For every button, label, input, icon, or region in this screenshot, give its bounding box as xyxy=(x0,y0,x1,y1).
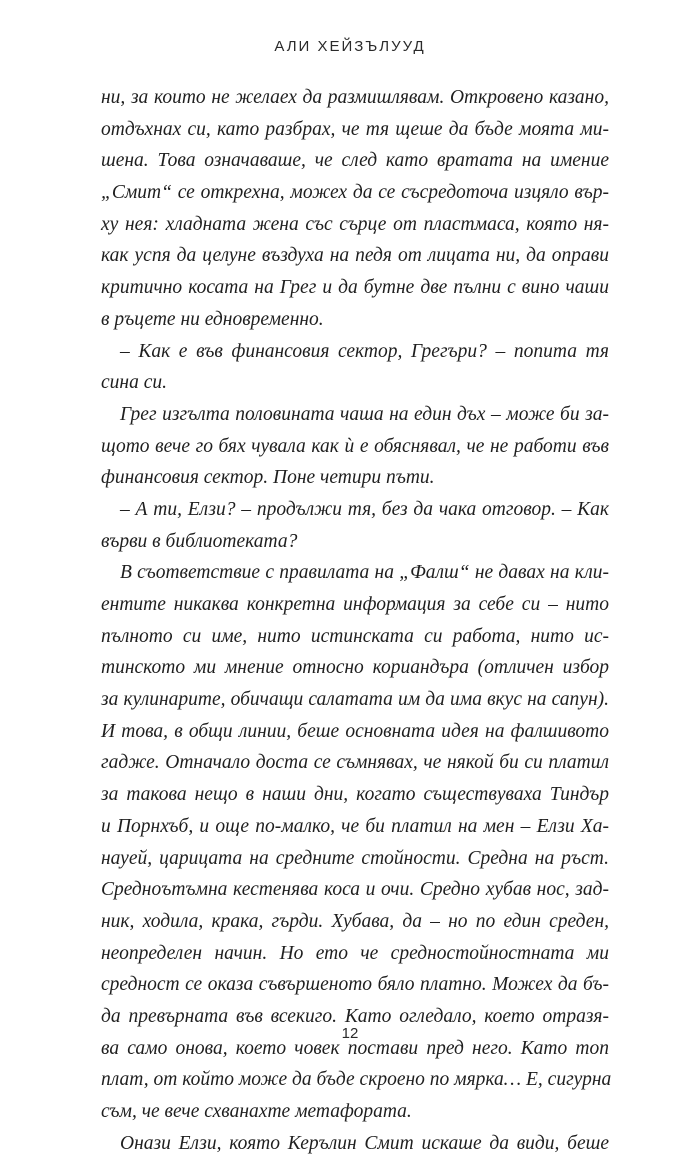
text-line: ва само онова, което човек постави пред него. Като топ xyxy=(101,1037,609,1059)
text-line: Онази Елзи, която Керълин Смит искаше да види, беше xyxy=(120,1132,609,1154)
running-head: АЛИ ХЕЙЗЪЛУУД xyxy=(274,38,426,55)
text-line: средност се оказа съвършеното бяло платно. Можех да бъ- xyxy=(101,974,609,996)
text-line: плат, от който може да бъде скроено по мярка… Е, сигурна xyxy=(101,1069,612,1091)
text-line: пълното си име, нито истинската си работа, нито ис- xyxy=(101,625,609,647)
text-line: сина си. xyxy=(101,372,167,394)
text-line: И това, в общи линии, беше основната идея на фалшивото xyxy=(101,720,609,742)
text-line: да превърната във всекиго. Като огледало, което отразя- xyxy=(101,1005,609,1027)
text-line: „Смит“ се открехна, можех да се съсредоточа изцяло вър- xyxy=(101,182,609,204)
text-line: за такова нещо в наши дни, когато съществуваха Тиндър xyxy=(101,784,609,806)
text-line: неопределен начин. Но ето че средностойностната ми xyxy=(101,942,609,964)
text-line: ни, за които не желаех да размишлявам. Откровено казано, xyxy=(101,87,609,108)
text-line: ник, ходила, крака, гърди. Хубава, да – но по един среден, xyxy=(101,910,609,932)
text-line: В съответствие с правилата на „Фалш“ не давах на кли- xyxy=(120,562,609,584)
text-line: шена. Това означаваше, че след като вратата на имение xyxy=(101,150,609,172)
text-line: тинското ми мнение относно кориандъра (отличен избор xyxy=(101,657,609,679)
text-line: критично косата на Грег и да бутне две пълни с вино чаши xyxy=(101,277,609,299)
text-line: финансовия сектор. Поне четири пъти. xyxy=(101,467,435,489)
text-line: как успя да целуне въздуха на педя от лицата ни, да оправи xyxy=(101,245,609,267)
body-text xyxy=(101,82,612,1159)
text-line: ентите никаква конкретна информация за себе си – нито xyxy=(101,594,609,615)
text-line: Средноътъмна кестенява коса и очи. Средно хубав нос, зад- xyxy=(101,879,609,901)
text-line: за кулинарите, обичащи салатата им да има вкус на сапун). xyxy=(101,689,609,711)
text-line: Грег изгълта половината чаша на един дъх – може би за- xyxy=(120,403,609,425)
text-line: и Порнхъб, и още по-малко, че би платил на мен – Елзи Ха- xyxy=(101,815,609,837)
text-line: ху нея: хладната жена със сърце от пластмаса, която ня- xyxy=(101,213,609,235)
text-line: гадже. Отначало доста се съмнявах, че някой би си платил xyxy=(101,752,609,774)
text-line: в ръцете ни едновременно. xyxy=(101,308,324,330)
text-line: съм, че вече схванахте метафората. xyxy=(101,1101,412,1122)
text-line: – А ти, Елзи? – продължи тя, без да чака отговор. – Как xyxy=(120,498,609,520)
text-line: върви в библиотеката? xyxy=(101,530,298,552)
page-number: 12 xyxy=(341,1025,359,1042)
text-line: щото вече го бях чувала как ѝ е обяснявал, че не работи във xyxy=(101,435,609,457)
text-line: – Как е във финансовия сектор, Грегъри? – попита тя xyxy=(120,340,609,362)
text-line: науей, царицата на средните стойности. Средна на ръст. xyxy=(101,847,609,869)
text-line: отдъхнах си, като разбрах, че тя щеше да бъде моята ми- xyxy=(101,118,609,140)
